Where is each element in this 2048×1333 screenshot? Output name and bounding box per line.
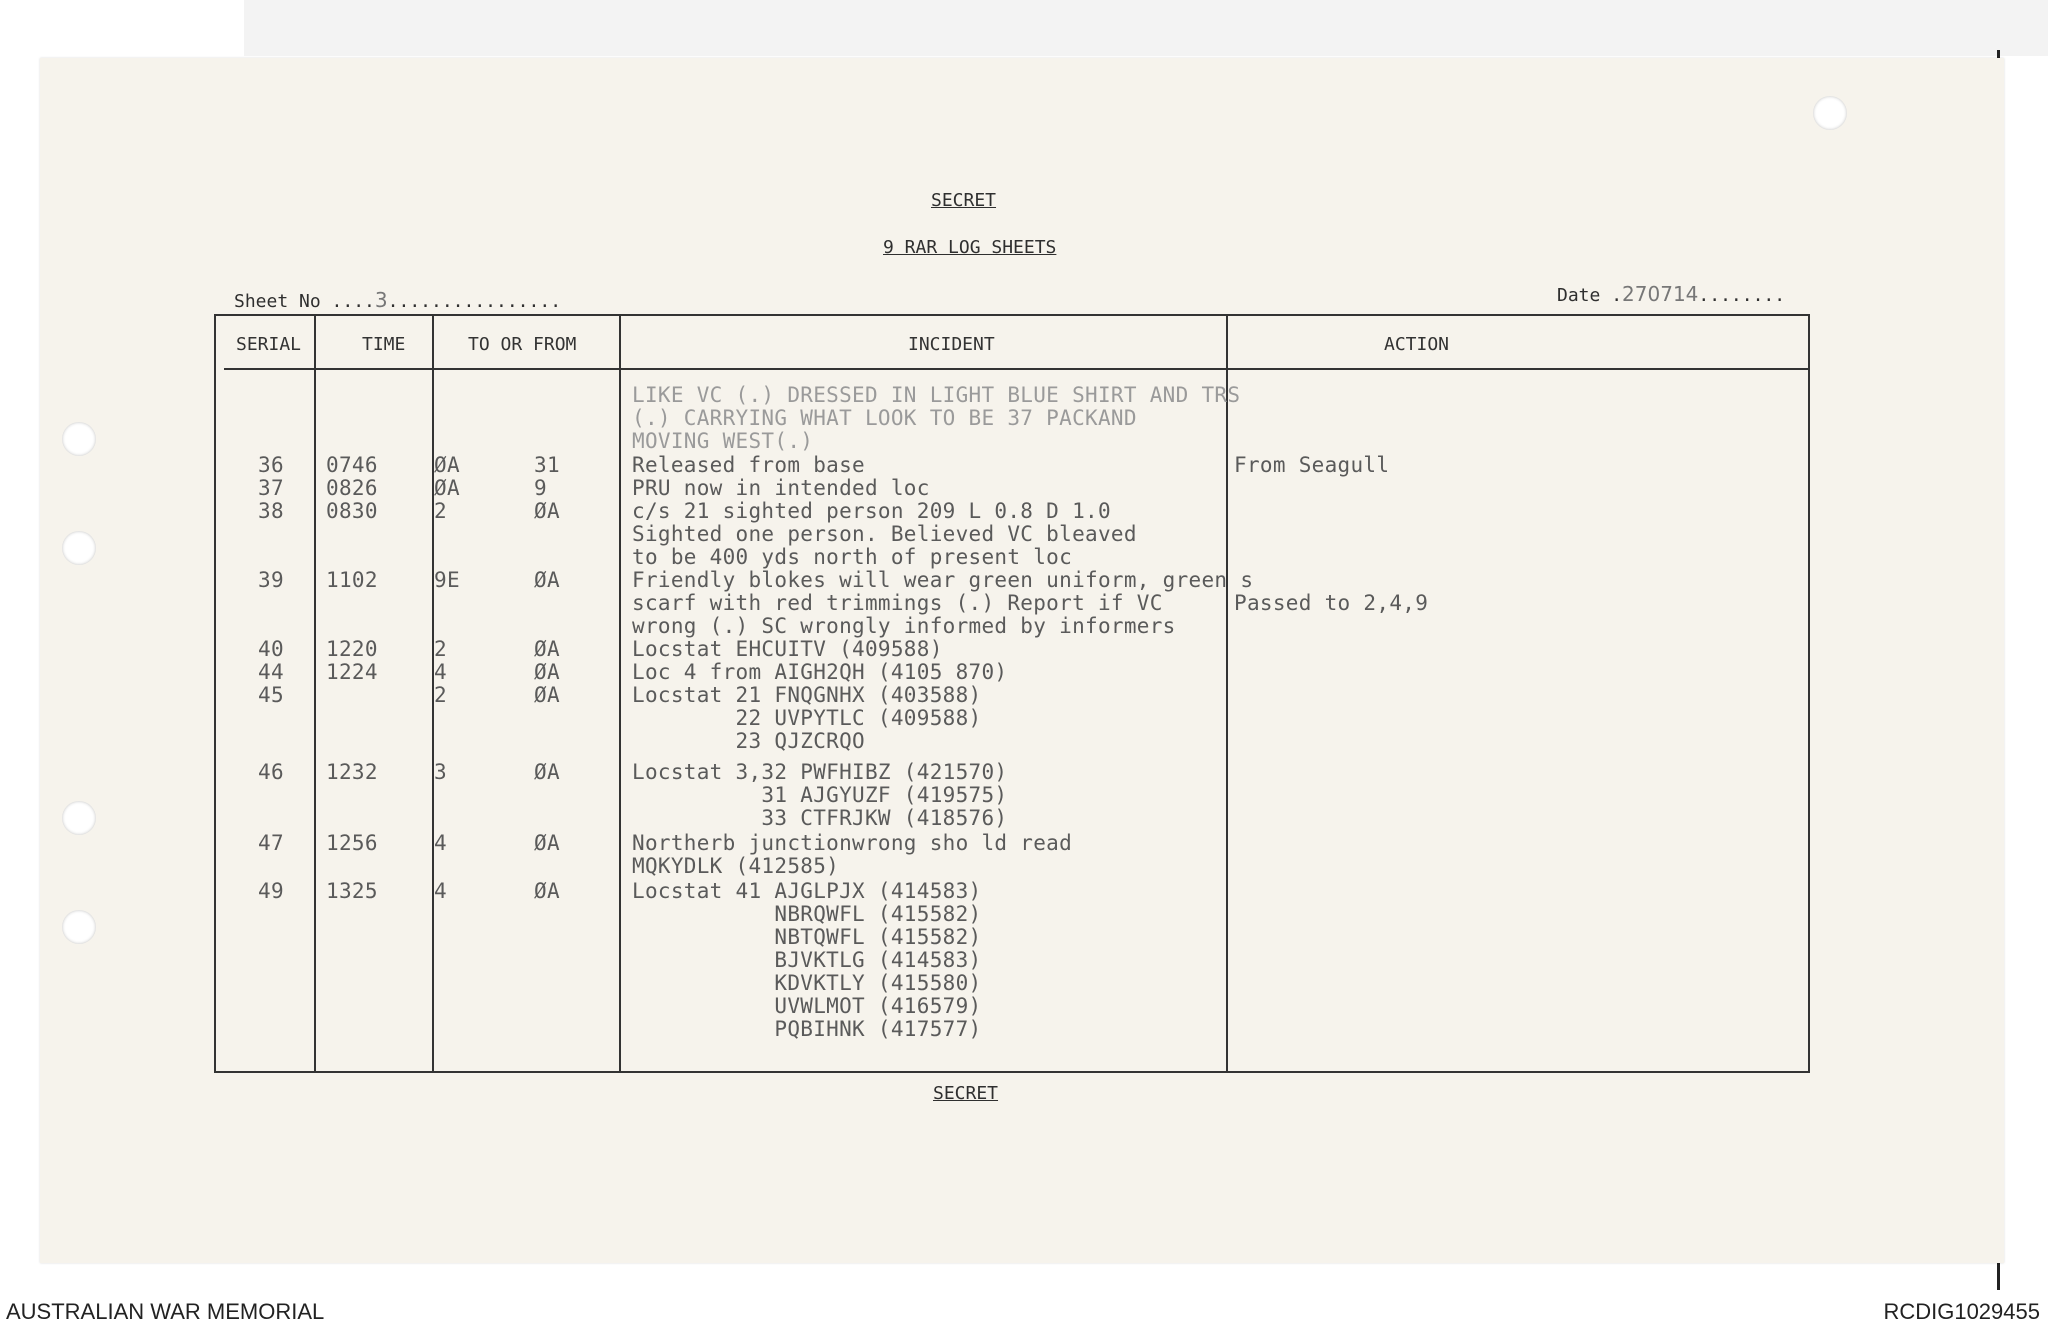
incident-cell: Northerb junctionwrong sho ld read MQKYDLK (412585) bbox=[632, 831, 1073, 878]
column-divider bbox=[1226, 316, 1228, 1071]
column-divider bbox=[314, 316, 316, 1071]
continuation-line: MOVING WEST(.) bbox=[632, 429, 814, 453]
incident-cell: Friendly blokes will wear green uniform, green s scarf with red trimmings (.) Report if VC wrong (.) SC wrongly informed by informers bbox=[632, 568, 1254, 638]
time-cell: 1232 bbox=[326, 760, 378, 784]
punch-hole bbox=[62, 801, 96, 835]
serial-cell: 44 bbox=[258, 660, 284, 684]
scan-background-strip bbox=[244, 0, 2048, 56]
footer-record-id: RCDIG1029455 bbox=[1883, 1299, 2040, 1324]
incident-cell: Released from base bbox=[632, 453, 865, 477]
serial-cell: 37 bbox=[258, 476, 284, 500]
incident-cell: Locstat 41 AJGLPJX (414583) NBRQWFL (415582) NBTQWFL (415582) BJVKTLG (414583) KDVKTLY (415580) UVWLMOT (416579) PQBIHNK (417577) bbox=[632, 879, 982, 1041]
time-cell: 1256 bbox=[326, 831, 378, 855]
to-cell: 3 bbox=[434, 760, 447, 784]
from-cell: ØA bbox=[534, 831, 560, 855]
header-time: TIME bbox=[362, 334, 406, 355]
continuation-line: (.) CARRYING WHAT LOOK TO BE 37 PACKAND bbox=[632, 406, 1137, 430]
incident-cell: PRU now in intended loc bbox=[632, 476, 930, 500]
to-cell: 4 bbox=[434, 879, 447, 903]
from-cell: ØA bbox=[534, 760, 560, 784]
serial-cell: 36 bbox=[258, 453, 284, 477]
incident-cell: Loc 4 from AIGH2QH (4105 870) bbox=[632, 660, 1008, 684]
incident-cell: Locstat EHCUITV (409588) bbox=[632, 637, 943, 661]
to-cell: 2 bbox=[434, 683, 447, 707]
sheet-value: 3 bbox=[374, 288, 388, 312]
incident-cell: Locstat 21 FNQGNHX (403588) 22 UVPYTLC (409588) 23 QJZCRQO bbox=[632, 683, 982, 753]
time-cell: 1220 bbox=[326, 637, 378, 661]
to-cell: ØA bbox=[434, 476, 460, 500]
from-cell: ØA bbox=[534, 660, 560, 684]
header-incident: INCIDENT bbox=[908, 334, 995, 355]
punch-hole bbox=[62, 422, 96, 456]
to-cell: 2 bbox=[434, 637, 447, 661]
time-cell: 0830 bbox=[326, 499, 378, 523]
date-value: 270714 bbox=[1622, 282, 1699, 306]
from-cell: 31 bbox=[534, 453, 560, 477]
sheet-label: Sheet No bbox=[234, 291, 321, 312]
from-cell: ØA bbox=[534, 499, 560, 523]
header-serial: SERIAL bbox=[236, 334, 302, 355]
action-cell: From Seagull bbox=[1234, 453, 1390, 477]
time-cell: 1102 bbox=[326, 568, 378, 592]
incident-cell: c/s 21 sighted person 209 L 0.8 D 1.0 Sighted one person. Believed VC bleaved to be 400 yds north of present loc bbox=[632, 499, 1137, 569]
to-cell: 4 bbox=[434, 831, 447, 855]
to-cell: ØA bbox=[434, 453, 460, 477]
classification-bottom: SECRET bbox=[933, 1083, 999, 1104]
punch-hole bbox=[62, 531, 96, 565]
sheet-number: Sheet No ....3................ bbox=[234, 288, 562, 312]
serial-cell: 40 bbox=[258, 637, 284, 661]
from-cell: 9 bbox=[534, 476, 547, 500]
document-title: 9 RAR LOG SHEETS bbox=[883, 237, 1057, 258]
time-cell: 0746 bbox=[326, 453, 378, 477]
header-to-or-from: TO OR FROM bbox=[468, 334, 577, 355]
from-cell: ØA bbox=[534, 568, 560, 592]
incident-cell: Locstat 3,32 PWFHIBZ (421570) 31 AJGYUZF (419575) 33 CTFRJKW (418576) bbox=[632, 760, 1008, 830]
punch-hole bbox=[1813, 96, 1847, 130]
action-cell: Passed to 2,4,9 bbox=[1234, 591, 1429, 615]
to-cell: 2 bbox=[434, 499, 447, 523]
log-table bbox=[214, 314, 1810, 1073]
time-cell: 1325 bbox=[326, 879, 378, 903]
serial-cell: 47 bbox=[258, 831, 284, 855]
to-cell: 9E bbox=[434, 568, 460, 592]
time-cell: 0826 bbox=[326, 476, 378, 500]
from-cell: ØA bbox=[534, 879, 560, 903]
continuation-line: LIKE VC (.) DRESSED IN LIGHT BLUE SHIRT AND TRS bbox=[632, 383, 1241, 407]
to-cell: 4 bbox=[434, 660, 447, 684]
serial-cell: 46 bbox=[258, 760, 284, 784]
serial-cell: 39 bbox=[258, 568, 284, 592]
serial-cell: 38 bbox=[258, 499, 284, 523]
from-cell: ØA bbox=[534, 637, 560, 661]
serial-cell: 49 bbox=[258, 879, 284, 903]
classification-top: SECRET bbox=[931, 190, 997, 211]
header-divider bbox=[224, 368, 1808, 370]
serial-cell: 45 bbox=[258, 683, 284, 707]
punch-hole bbox=[62, 910, 96, 944]
sheet-date: Date .270714........ bbox=[1557, 282, 1786, 306]
footer-source: AUSTRALIAN WAR MEMORIAL bbox=[6, 1299, 325, 1324]
from-cell: ØA bbox=[534, 683, 560, 707]
time-cell: 1224 bbox=[326, 660, 378, 684]
column-divider bbox=[619, 316, 621, 1071]
date-label: Date bbox=[1557, 285, 1601, 306]
header-action: ACTION bbox=[1384, 334, 1450, 355]
